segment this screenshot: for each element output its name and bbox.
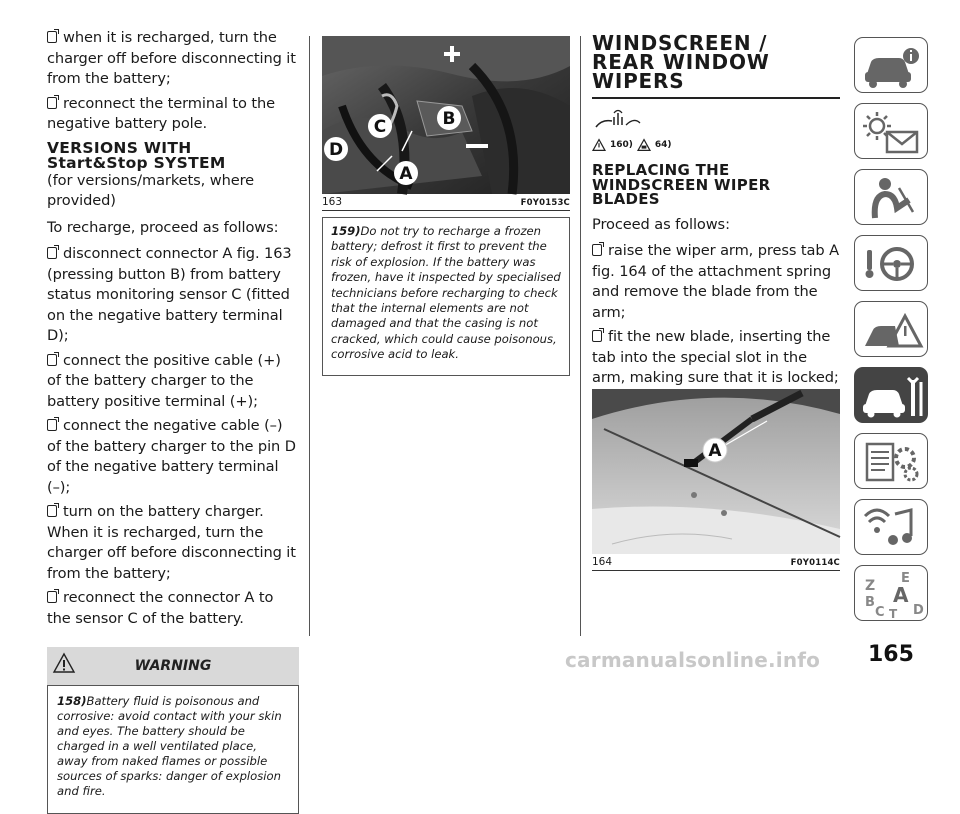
warning-ref: 160) xyxy=(610,140,633,150)
page-number: 165 xyxy=(868,642,914,667)
caution-car-icon xyxy=(637,139,651,151)
bullet-icon xyxy=(47,419,57,431)
svg-text:B: B xyxy=(865,595,875,610)
section-heading xyxy=(592,163,840,207)
bullet-icon xyxy=(47,97,57,109)
bullet-icon xyxy=(47,31,57,43)
callout-d xyxy=(324,137,348,161)
step-text: fit the new blade, inserting the tab into the special slot in the arm, making sure that it is locked; xyxy=(592,328,839,386)
alphabet-index-icon xyxy=(855,566,929,622)
heading-line: BLADES xyxy=(592,190,660,208)
section-heading xyxy=(47,138,299,172)
callout-c xyxy=(368,114,392,138)
paragraph-text: reconnect the terminal to the negative battery pole. xyxy=(47,94,276,132)
step-text: connect the positive cable (+) of the battery charger to the battery positive terminal (+); xyxy=(47,351,281,410)
callout-a xyxy=(703,438,727,462)
paragraph xyxy=(47,28,299,90)
step-item xyxy=(47,588,299,629)
svg-text:A: A xyxy=(708,441,722,461)
tab-driving[interactable] xyxy=(854,235,928,291)
step-text: reconnect the connector A to the sensor C of the battery. xyxy=(47,589,274,627)
figure-code: F0Y0114C xyxy=(790,558,840,568)
column-divider xyxy=(580,36,581,636)
warning-number: 158) xyxy=(57,694,87,708)
step-item xyxy=(47,244,299,347)
wiper-image xyxy=(592,389,840,554)
step-text: turn on the battery charger. When it is recharged, turn the charger off before disconnecting it from the battery; xyxy=(47,503,296,582)
battery-image xyxy=(322,36,570,194)
steering-wheel-icon xyxy=(855,236,929,292)
step-text: raise the wiper arm, press tab A fig. 164 of the attachment spring and remove the blade from the arm; xyxy=(592,242,839,321)
page-title xyxy=(592,31,840,93)
svg-text:C: C xyxy=(875,605,885,620)
intro-text: To recharge, proceed as follows: xyxy=(47,218,279,236)
tab-technical-data[interactable] xyxy=(854,433,928,489)
step-item xyxy=(592,327,840,389)
tab-maintenance[interactable] xyxy=(854,367,928,423)
emergency-icon xyxy=(855,302,929,358)
heading-line: REPLACING THE xyxy=(592,161,730,179)
step-text: disconnect connector A fig. 163 (pressing button B) from battery status monitoring sensor C (fitted on the negative battery terminal D); xyxy=(47,245,292,344)
subnote: (for versions/markets, where provided) xyxy=(47,171,255,209)
svg-text:D: D xyxy=(913,603,924,618)
note-text: Do not try to recharge a frozen battery; defrost it first to prevent the risk of explosion. If the battery was frozen, have it inspected by specialised technicians before recharging to check that the internal elements are not damaged and that the casing is not cracked, which could cause poisonous, corrosive acid to leak. xyxy=(331,224,561,362)
bullet-icon xyxy=(592,330,602,342)
title-rule xyxy=(592,97,840,99)
wiper-fluid-icon xyxy=(594,109,654,131)
column-wipers xyxy=(592,31,840,568)
callout-a xyxy=(394,161,418,185)
tab-safety[interactable] xyxy=(854,169,928,225)
heading-line: Start&Stop SYSTEM xyxy=(47,153,226,172)
svg-text:A: A xyxy=(399,164,413,184)
warning-title: WARNING xyxy=(134,658,212,674)
tab-index[interactable] xyxy=(854,565,928,621)
step-item xyxy=(47,351,299,413)
wiper-photo xyxy=(592,389,840,554)
heading-line: WINDSCREEN WIPER xyxy=(592,175,771,194)
note-box xyxy=(322,217,570,376)
multimedia-icon xyxy=(855,500,929,556)
svg-text:Z: Z xyxy=(865,578,876,594)
title-line: REAR WINDOW xyxy=(592,50,770,74)
bullet-icon xyxy=(47,247,57,259)
svg-text:E: E xyxy=(901,571,910,586)
column-divider xyxy=(309,36,310,636)
bullet-icon xyxy=(592,244,602,256)
step-item xyxy=(47,416,299,498)
tab-car-info[interactable] xyxy=(854,37,928,93)
figure-code: F0Y0153C xyxy=(520,198,570,208)
car-info-icon xyxy=(855,38,929,94)
bullet-icon xyxy=(47,354,57,366)
step-item xyxy=(47,502,299,584)
svg-text:A: A xyxy=(893,583,909,607)
figure-number: 163 xyxy=(322,196,343,208)
step-text: connect the negative cable (–) of the battery charger to the pin D of the negative battery terminal (–); xyxy=(47,417,296,496)
svg-text:C: C xyxy=(373,117,387,137)
reference-row xyxy=(592,139,840,151)
column-figure-163 xyxy=(322,36,570,376)
tab-multimedia[interactable] xyxy=(854,499,928,555)
warning-triangle-icon xyxy=(592,139,606,151)
svg-text:D: D xyxy=(328,140,344,160)
paragraph-text: when it is recharged, turn the charger off before disconnecting it from the battery; xyxy=(47,29,296,87)
tab-warning-lights[interactable] xyxy=(854,103,928,159)
svg-text:B: B xyxy=(442,109,456,129)
bullet-icon xyxy=(47,505,57,517)
note-number: 159) xyxy=(331,224,361,238)
safety-icon xyxy=(855,170,929,226)
watermark: carmanualsonline.info xyxy=(565,648,821,672)
heading-line: VERSIONS WITH xyxy=(47,138,192,157)
caution-ref: 64) xyxy=(654,140,672,150)
warning-header xyxy=(47,647,299,685)
intro-text: Proceed as follows: xyxy=(592,215,730,233)
column-battery xyxy=(47,28,299,814)
warning-box xyxy=(47,685,299,814)
bullet-icon xyxy=(47,591,57,603)
tab-emergency[interactable] xyxy=(854,301,928,357)
title-line: WIPERS xyxy=(592,69,685,93)
title-line: WINDSCREEN / xyxy=(592,31,768,55)
figure-caption xyxy=(592,554,840,571)
figure-caption xyxy=(322,194,570,211)
warning-lights-icon xyxy=(855,104,929,160)
battery-photo xyxy=(322,36,570,194)
callout-b xyxy=(437,106,461,130)
figure-number: 164 xyxy=(592,556,613,568)
paragraph xyxy=(47,94,299,135)
maintenance-icon xyxy=(855,368,929,424)
technical-data-icon xyxy=(855,434,929,490)
svg-text:T: T xyxy=(889,607,898,621)
warning-text: Battery fluid is poisonous and corrosive: avoid contact with your skin and eyes. The battery should be charged in a well ventilated place, away from naked flames or possible sources of sparks: danger of explosion and fire. xyxy=(57,694,282,798)
step-item xyxy=(592,241,840,323)
